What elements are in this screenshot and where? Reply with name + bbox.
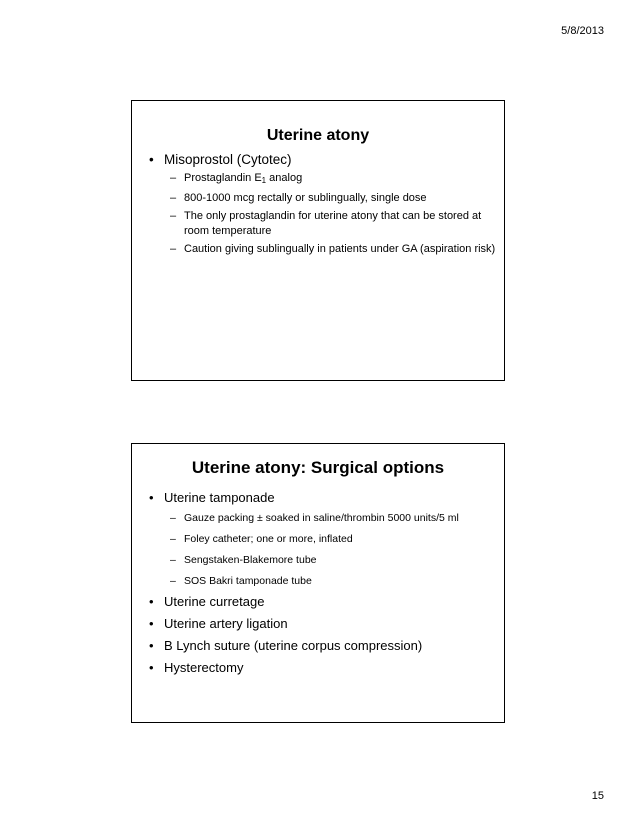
slide-title: Uterine atony: Surgical options [191, 458, 445, 477]
slide-surgical-options [131, 443, 505, 723]
sub-bullet-item [170, 171, 496, 188]
sub-bullet-item: – SOS Bakri tamponade tube [170, 575, 496, 587]
bullet-item [149, 490, 496, 587]
prostaglandin-prefix: Prostaglandin E [184, 172, 262, 184]
bullet-item: • Uterine curretage [149, 594, 496, 609]
sub-bullet-item: – 800-1000 mcg rectally or sublingually, single dose [170, 191, 496, 206]
bullet-item: • B Lynch suture (uterine corpus compression) [149, 638, 496, 653]
bullet-text: Uterine tamponade [164, 490, 275, 505]
subscript-one: 1 [261, 176, 267, 185]
sub-bullet-item: – Sengstaken-Blakemore tube [170, 554, 496, 566]
page-number: 15 [591, 790, 604, 802]
page-date: 5/8/2013 [561, 25, 604, 37]
sub-bullet-item: – Foley catheter; one or more, inflated [170, 533, 496, 545]
bullet-list [149, 152, 496, 260]
bullet-list [149, 490, 496, 682]
sub-bullet-list [170, 512, 496, 587]
sub-bullet-list [170, 171, 496, 257]
sub-bullet-item: – Caution giving sublingually in patients under GA (aspiration risk) [170, 242, 496, 257]
sub-bullet-item: – Gauze packing ± soaked in saline/thrombin 5000 units/5 ml [170, 512, 496, 524]
bullet-item: • Uterine artery ligation [149, 616, 496, 631]
slide-title: Uterine atony [266, 127, 370, 144]
slide-misoprostol [131, 100, 505, 381]
sub-bullet-item: – The only prostaglandin for uterine atony that can be stored at room temperature [170, 209, 496, 239]
bullet-text: Misoprostol (Cytotec) [164, 152, 292, 167]
bullet-item [149, 152, 496, 257]
prostaglandin-suffix: analog [266, 172, 303, 184]
bullet-item: • Hysterectomy [149, 660, 496, 675]
